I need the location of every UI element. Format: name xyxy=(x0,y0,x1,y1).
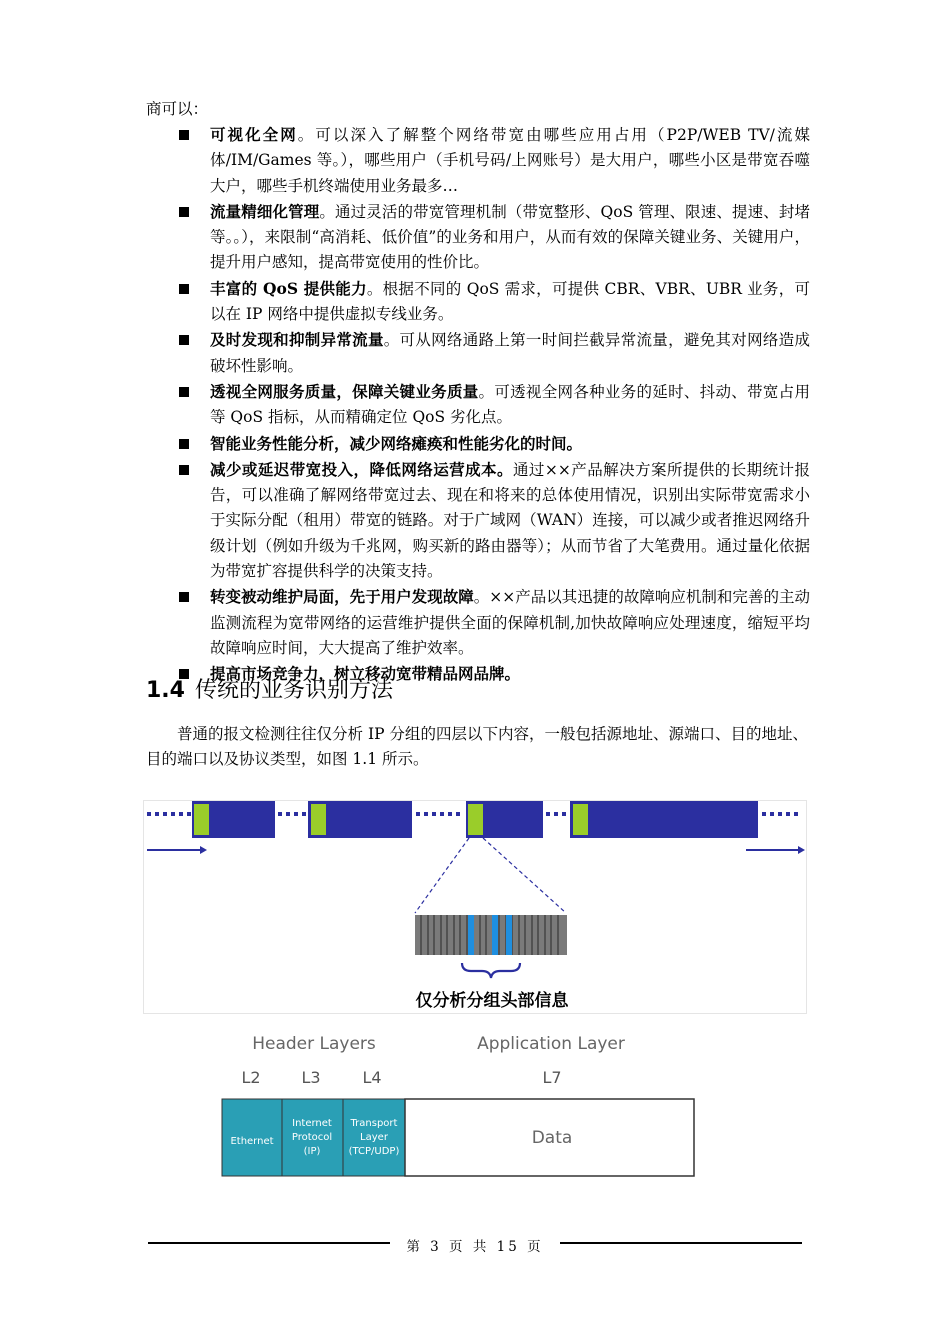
transport-label-line1: Transport xyxy=(350,1118,398,1129)
level-label-l3: L3 xyxy=(301,1068,321,1087)
application-layer-label: Application Layer xyxy=(477,1034,625,1054)
body-paragraph: 普通的报文检测往往仅分析 IP 分组的四层以下内容，一般包括源地址、源端口、目的地址、目的端口以及协议类型，如图 1.1 所示。 xyxy=(146,725,808,768)
footer-rule-right xyxy=(560,1242,802,1244)
intro-text: 商可以： xyxy=(146,100,209,118)
packet xyxy=(308,801,412,838)
level-label-l4: L4 xyxy=(362,1068,382,1087)
ip-label-line2: Protocol xyxy=(291,1132,333,1143)
data-label: Data xyxy=(531,1128,573,1148)
list-item: 及时发现和抑制异常流量。可从网络通路上第一时间拦截异常流量，避免其对网络造成破坏性影响。 xyxy=(146,327,810,379)
bullet-square-icon xyxy=(179,439,189,449)
ip-label-line1: Internet xyxy=(292,1118,332,1129)
packet xyxy=(192,801,275,838)
list-item: 提高市场竞争力，树立移动宽带精品网品牌。 xyxy=(146,661,810,687)
footer-rule-left xyxy=(148,1242,390,1244)
ethernet-label: Ethernet xyxy=(230,1136,274,1147)
layers-diagram xyxy=(143,1025,807,1190)
section-title: 传统的业务识别方法 xyxy=(194,678,393,703)
benefit-list xyxy=(146,122,810,688)
bullet-square-icon xyxy=(179,207,189,217)
section-heading xyxy=(146,674,393,708)
level-label-l2: L2 xyxy=(241,1068,261,1087)
bullet-square-icon xyxy=(179,465,189,475)
packet-stream-diagram xyxy=(144,801,806,1013)
list-item: 转变被动维护局面，先于用户发现故障。××产品以其迅捷的故障响应机制和完善的主动监测流程为宽带网络的运营维护提供全面的保障机制,加快故障响应处理速度，缩短平均故障响应时间，大大提高了维护效率。 xyxy=(146,584,810,661)
bullet-square-icon xyxy=(179,335,189,345)
figure-caption: 仅分析分组头部信息 xyxy=(415,991,569,1011)
bullet-square-icon xyxy=(179,387,189,397)
list-item: 减少或延迟带宽投入，降低网络运营成本。通过××产品解决方案所提供的长期统计报告，可以准确了解网络带宽过去、现在和将来的总体使用情况，识别出实际带宽需求小于实际分配（租用）带宽的链路。对于广域网（WAN）连接，可以减少或者推迟网络升级计划（例如升级为千兆网，购买新的路由器等）；从而节省了大笔费用。通过量化依据为带宽扩容提供科学的决策支持。 xyxy=(146,457,810,584)
header-fields xyxy=(415,915,567,955)
transport-label-line2: Layer xyxy=(360,1132,388,1143)
packet xyxy=(466,801,543,838)
bullet-square-icon xyxy=(179,284,189,294)
transport-label-line3: (TCP/UDP) xyxy=(348,1146,400,1157)
arrow-right-icon xyxy=(746,846,805,854)
packet xyxy=(570,801,758,838)
list-item: 透视全网服务质量，保障关键业务质量。可透视全网各种业务的延时、抖动、带宽占用等 QoS 指标，从而精确定位 QoS 劣化点。 xyxy=(146,379,810,431)
section-number: 1.4 xyxy=(146,678,185,703)
ip-label-line3: (IP) xyxy=(303,1146,321,1157)
arrow-right-icon xyxy=(147,846,207,854)
bullet-square-icon xyxy=(179,130,189,140)
list-item: 丰富的 QoS 提供能力。根据不同的 QoS 需求，可提供 CBR、VBR、UBR 业务，可以在 IP 网络中提供虚拟专线业务。 xyxy=(146,276,810,328)
zoom-lines xyxy=(415,838,566,913)
list-item: 智能业务性能分析，减少网络瘫痪和性能劣化的时间。 xyxy=(146,431,810,457)
header-layers-label: Header Layers xyxy=(252,1034,376,1054)
page-number: 第 3 页 共 15 页 xyxy=(406,1239,544,1255)
packet-header-figure xyxy=(143,800,807,1014)
bullet-square-icon xyxy=(179,592,189,602)
brace-icon xyxy=(462,963,520,978)
list-item: 可视化全网。可以深入了解整个网络带宽由哪些应用占用（P2P/WEB TV/流媒体/IM/Games 等。），哪些用户（手机号码/上网账号）是大用户，哪些小区是带宽吞噬大户，哪些手机终端使用业务最多… xyxy=(146,122,810,199)
level-label-l7: L7 xyxy=(542,1068,562,1087)
list-item: 流量精细化管理。通过灵活的带宽管理机制（带宽整形、QoS 管理、限速、提速、封堵等。。），来限制“高消耗、低价值”的业务和用户，从而有效的保障关键业务、关键用户，提升用户感知，提高带宽使用的性价比。 xyxy=(146,199,810,276)
protocol-layers-figure xyxy=(143,1025,807,1190)
